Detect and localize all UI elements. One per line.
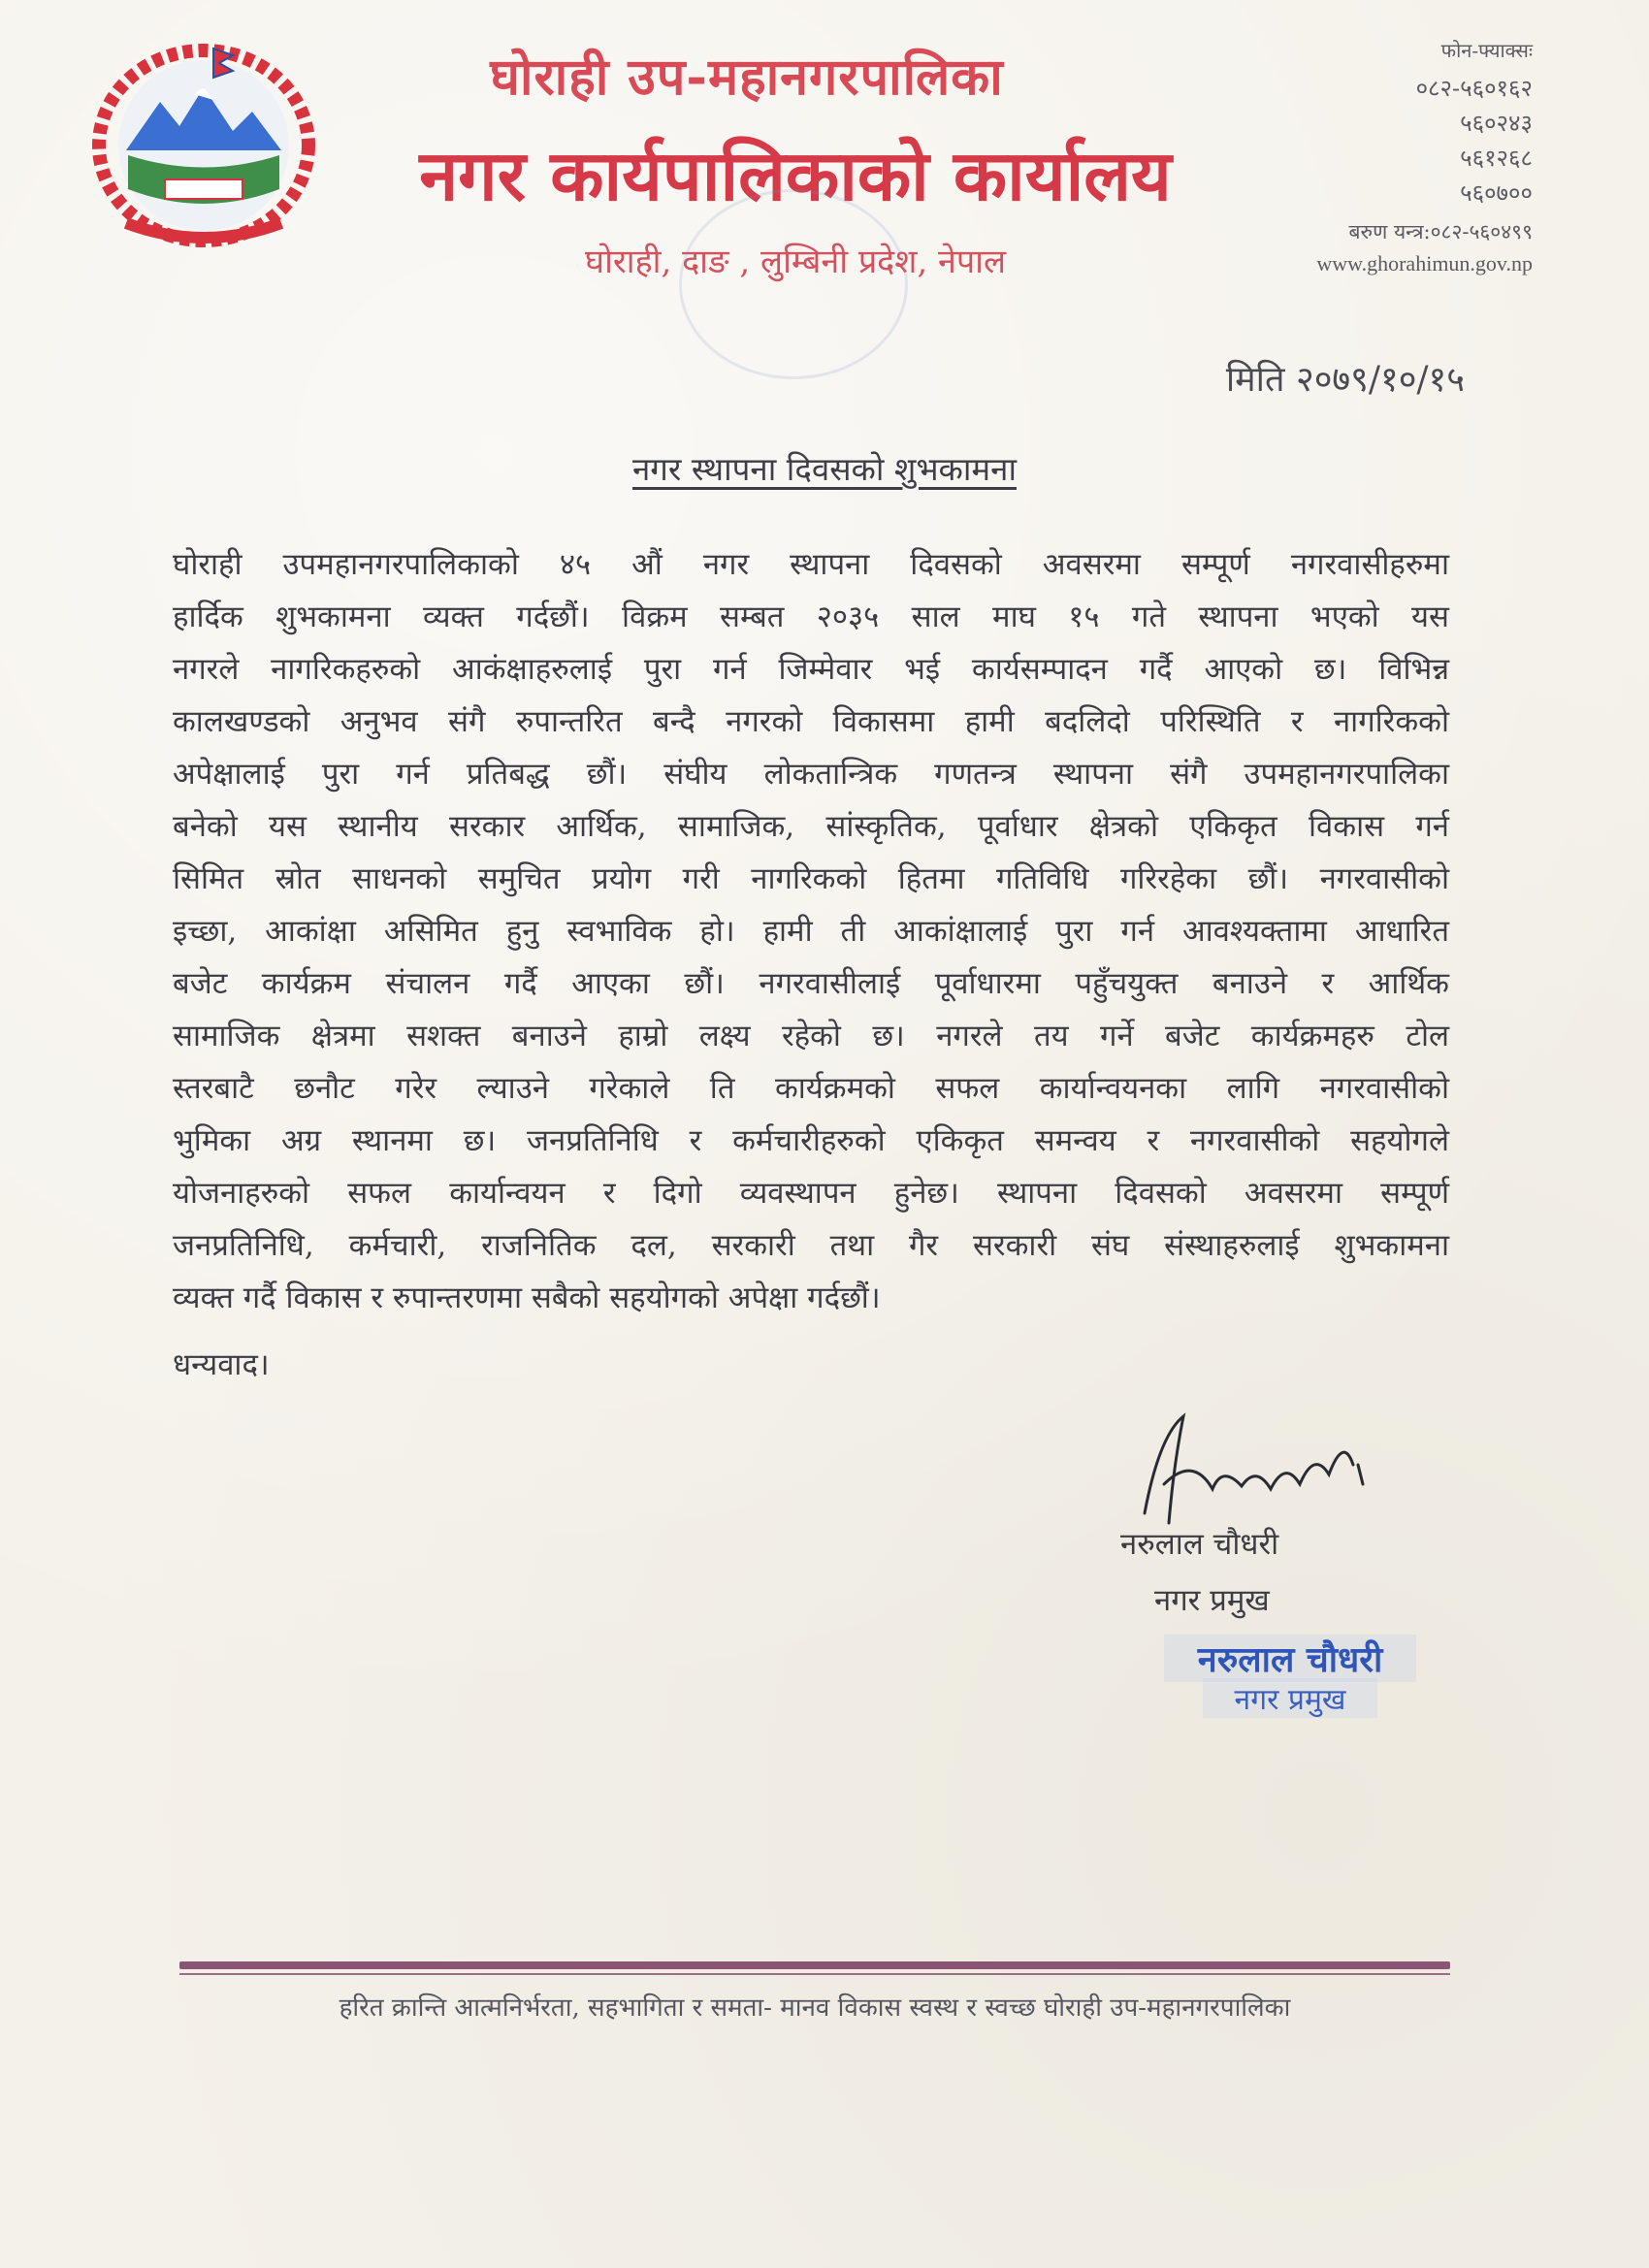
body-line: बनेको यस स्थानीय सरकार आर्थिक, सामाजिक, सांस्कृतिक, पूर्वाधार क्षेत्रको एकिकृत विकास गर्न — [173, 809, 1449, 844]
signatory-title: नगर प्रमुख — [1154, 1583, 1270, 1618]
body-line: नगरले नागरिकहरुको आकंक्षाहरुलाई पुरा गर्न जिम्मेवार भई कार्यसम्पादन गर्दै आएको छ। विभिन्न — [173, 652, 1449, 687]
nepal-emblem-icon — [87, 34, 320, 247]
body-line: योजनाहरुको सफल कार्यान्वयन र दिगो व्यवस्थापन हुनेछ। स्थापना दिवसको अवसरमा सम्पूर्ण — [173, 1176, 1449, 1211]
stamp-name: नरुलाल चौधरी — [1164, 1635, 1416, 1682]
body-line: व्यक्त गर्दै विकास र रुपान्तरणमा सबैको सहयोगको अपेक्षा गर्दछौं। — [173, 1280, 881, 1315]
fax-number: बरुण यन्त्र:०८२-५६०४९९ — [1348, 220, 1533, 243]
stamp-title: नगर प्रमुख — [1203, 1678, 1377, 1718]
contact-block — [1232, 37, 1533, 276]
office-address: घोराही, दाङ , लुम्बिनी प्रदेश, नेपाल — [584, 243, 1006, 281]
faint-stamp-mark — [679, 189, 908, 379]
body-line: सामाजिक क्षेत्रमा सशक्त बनाउने हाम्रो लक्ष्य रहेको छ। नगरले तय गर्ने बजेट कार्यक्रमहरु टोल — [173, 1019, 1449, 1053]
office-name: नगर कार्यपालिकाको कार्यालय — [419, 134, 1172, 216]
letter-body — [173, 538, 1449, 1324]
footer-divider — [179, 1961, 1450, 1969]
body-line: जनप्रतिनिधि, कर्मचारी, राजनितिक दल, सरकारी तथा गैर सरकारी संघ संस्थाहरुलाई शुभकामना — [173, 1228, 1449, 1263]
body-line: कालखण्डको अनुभव संगै रुपान्तरित बन्दै नगरको विकासमा हामी बदलिदो परिस्थिति र नागरिकको — [173, 704, 1449, 739]
handwritten-signature — [1125, 1397, 1397, 1542]
letter-date: मिति २०७९/१०/१५ — [1225, 360, 1465, 400]
letter-subject: नगर स्थापना दिवसको शुभकामना — [631, 450, 1018, 488]
phone-number: ५६०२४३ — [1460, 110, 1533, 137]
signatory-name: नरुलाल चौधरी — [1120, 1527, 1279, 1562]
closing-thanks: धन्यवाद। — [173, 1347, 270, 1382]
body-line: भुमिका अग्र स्थानमा छ। जनप्रतिनिधि र कर्मचारीहरुको एकिकृत समन्वय र नगरवासीको सहयोगले — [173, 1123, 1449, 1158]
body-line: सिमित स्रोत साधनको समुचित प्रयोग गरी नागरिकको हितमा गतिविधि गरिरहेका छौं। नगरवासीको — [173, 861, 1449, 896]
body-line: स्तरबाटै छनौट गरेर ल्याउने गरेकाले ति कार्यक्रमको सफल कार्यान्वयनका लागि नगरवासीको — [173, 1071, 1449, 1106]
body-line: इच्छा, आकांक्षा असिमित हुनु स्वभाविक हो। हामी ती आकांक्षालाई पुरा गर्न आवश्यक्तामा आधारित — [173, 914, 1449, 949]
footer-slogan: हरित क्रान्ति आत्मनिर्भरता, सहभागिता र समता- मानव विकास स्वस्थ र स्वच्छ घोराही उप-महानगरपालिका — [339, 1993, 1291, 2023]
municipality-name: घोराही उप-महानगरपालिका — [490, 48, 1004, 107]
footer-divider-thin — [179, 1973, 1450, 1975]
body-line: अपेक्षालाई पुरा गर्न प्रतिबद्ध छौं। संघीय लोकतान्त्रिक गणतन्त्र स्थापना संगै उपमहानगरपालिका — [173, 757, 1449, 792]
website-link[interactable]: www.ghorahimun.gov.np — [1316, 251, 1533, 275]
body-line: हार्दिक शुभकामना व्यक्त गर्दछौं। विक्रम सम्बत २०३५ साल माघ १५ गते स्थापना भएको यस — [173, 599, 1449, 634]
phone-number: ५६०७०० — [1460, 179, 1533, 207]
body-line: घोराही उपमहानगरपालिकाको ४५ औं नगर स्थापना दिवसको अवसरमा सम्पूर्ण नगरवासीहरुमा — [173, 547, 1449, 582]
body-line: बजेट कार्यक्रम संचालन गर्दै आएका छौं। नगरवासीलाई पूर्वाधारमा पहुँचयुक्त बनाउने र आर्थिक — [173, 966, 1449, 1001]
phone-number: ०८२-५६०१६२ — [1415, 75, 1533, 102]
phone-number: ५६१२६८ — [1460, 145, 1533, 172]
phone-fax-label: फोन-फ्याक्सः — [1440, 39, 1533, 62]
